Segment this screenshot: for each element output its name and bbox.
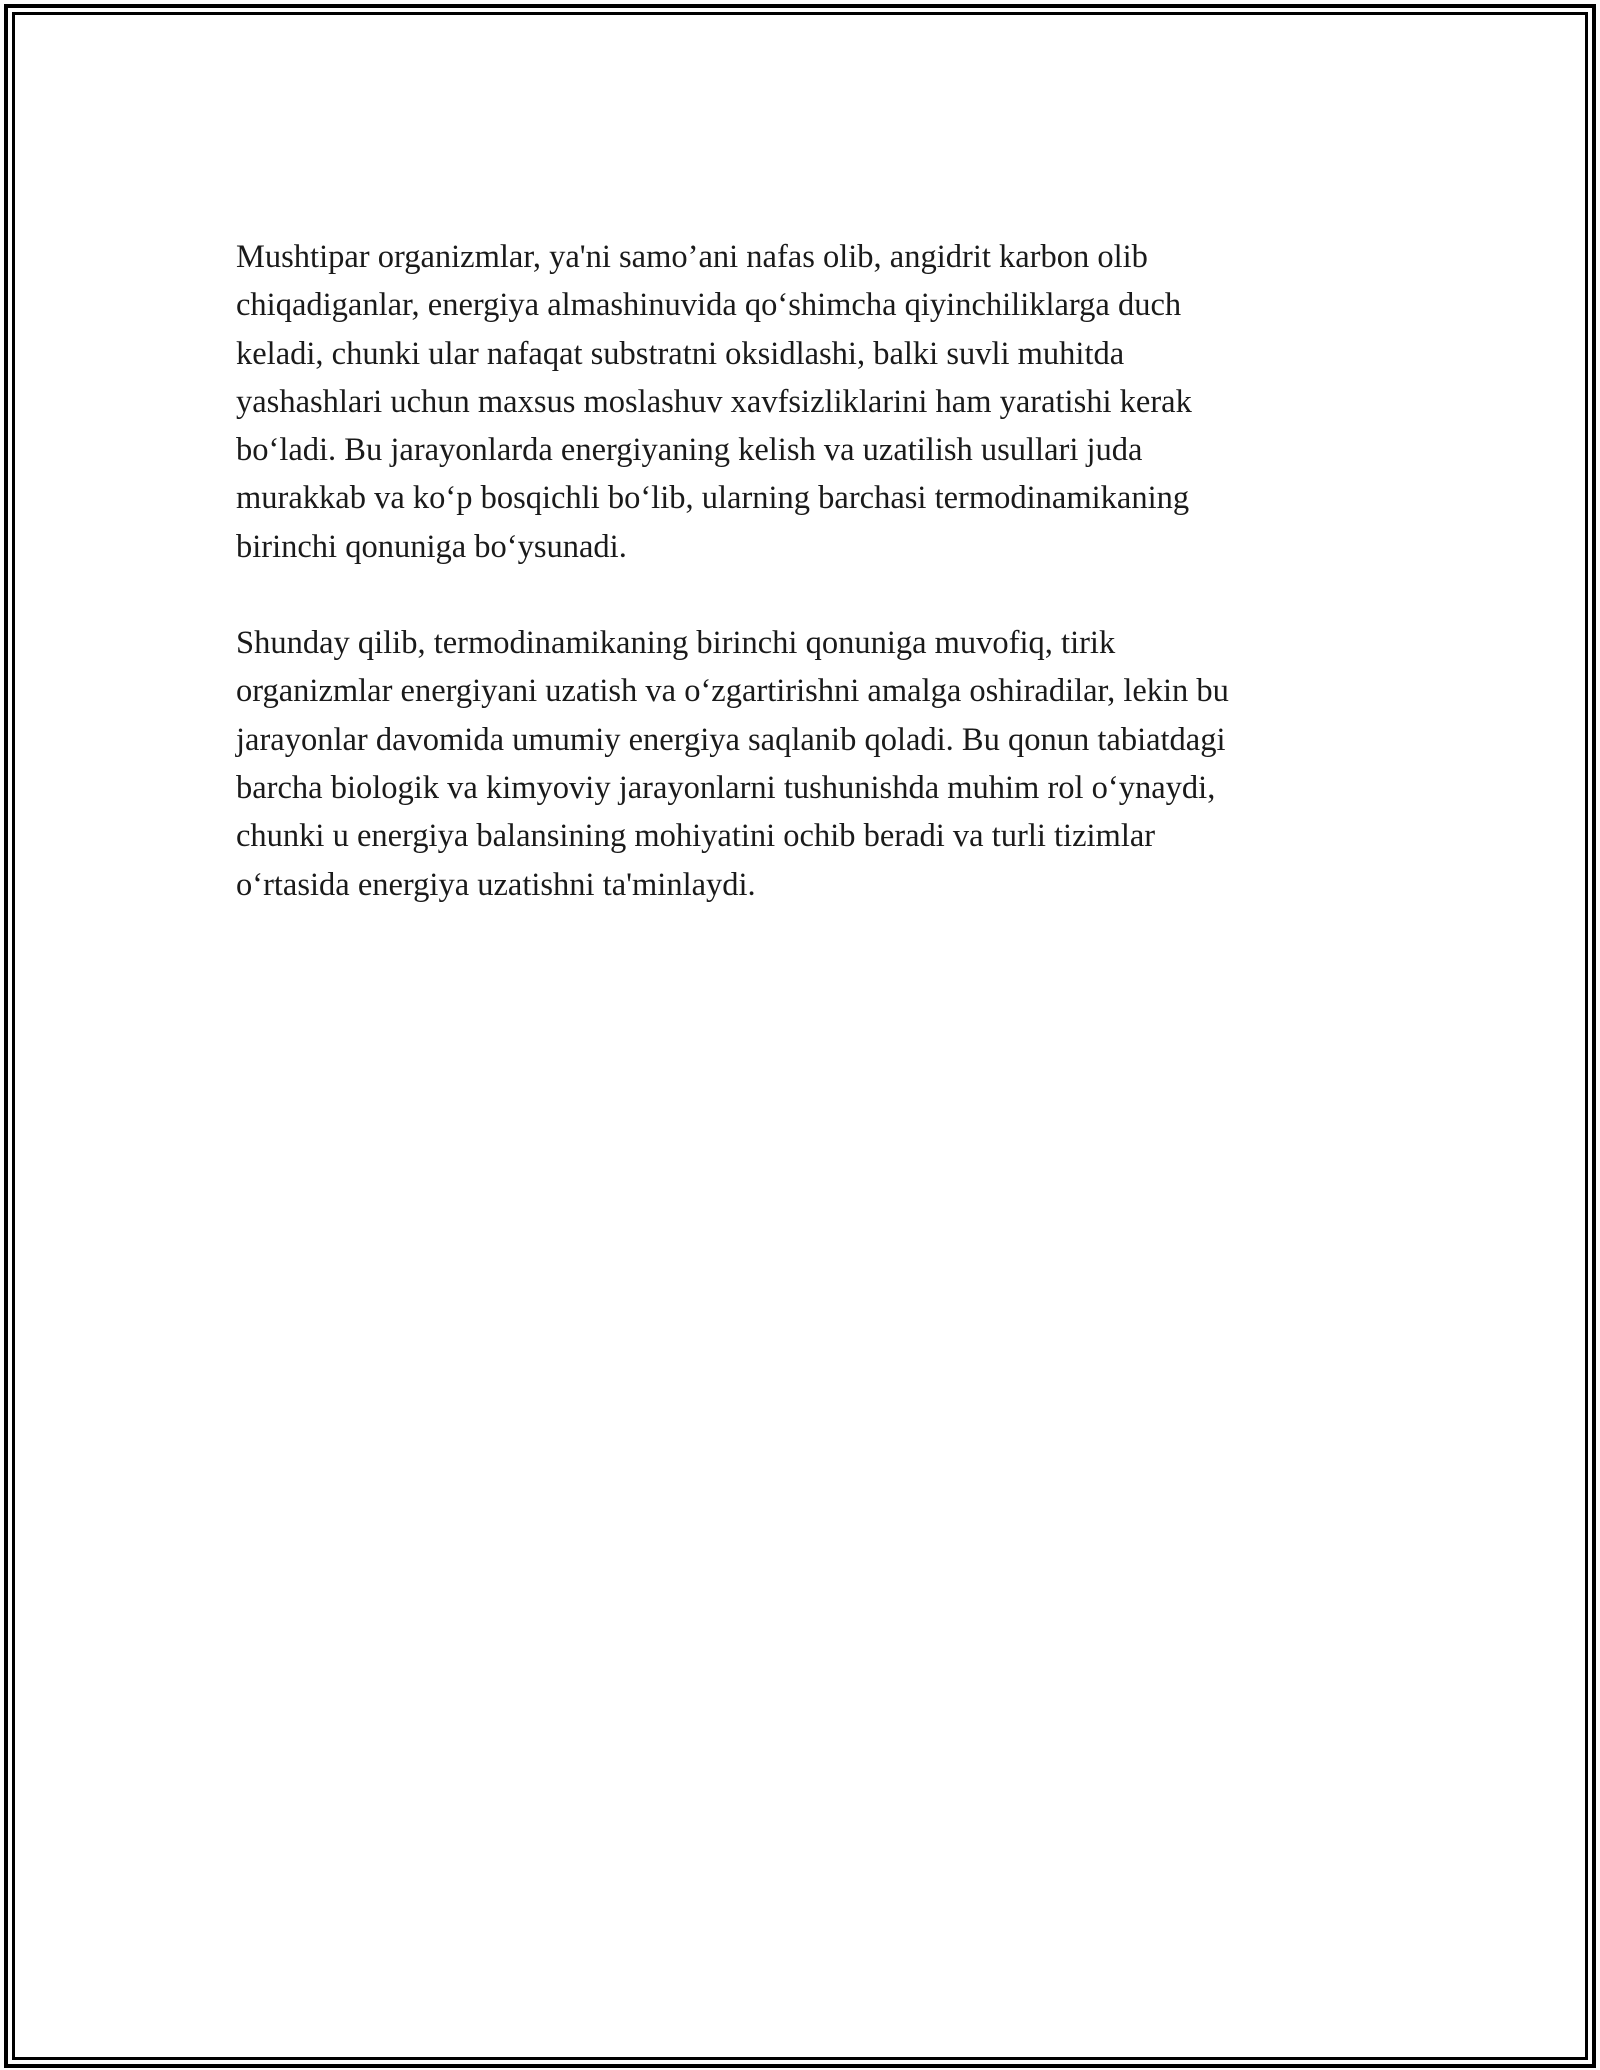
document-body [236, 233, 1366, 909]
text-line: chunki u energiya balansining mohiyatini ochib beradi va turli tizimlar [236, 818, 1156, 855]
text-line: o‘rtasida energiya uzatishni ta'minlaydi. [236, 866, 756, 903]
text-line: barcha biologik va kimyoviy jarayonlarni tushunishda muhim rol o‘ynaydi, [236, 769, 1216, 806]
paragraph-2 [236, 619, 1366, 909]
text-line: keladi, chunki ular nafaqat substratni oksidlashi, balki suvli muhitda [236, 335, 1125, 372]
paragraph-1 [236, 233, 1366, 571]
text-line: jarayonlar davomida umumiy energiya saqlanib qoladi. Bu qonun tabiatdagi [236, 721, 1226, 758]
text-line: murakkab va ko‘p bosqichli bo‘lib, ularning barchasi termodinamikaning [236, 480, 1190, 517]
text-line: organizmlar energiyani uzatish va o‘zgartirishni amalga oshiradilar, lekin bu [236, 673, 1229, 710]
text-line: Mushtipar organizmlar, ya'ni samo’ani nafas olib, angidrit karbon olib [236, 239, 1148, 275]
text-line: Shunday qilib, termodinamikaning birinchi qonuniga muvofiq, tirik [236, 625, 1116, 662]
text-line: chiqadiganlar, energiya almashinuvida qo‘shimcha qiyinchiliklarga duch [236, 287, 1182, 324]
text-line: birinchi qonuniga bo‘ysunadi. [236, 528, 627, 565]
text-line: yashashlari uchun maxsus moslashuv xavfsizliklarini ham yaratishi kerak [236, 383, 1192, 420]
text-line: bo‘ladi. Bu jarayonlarda energiyaning kelish va uzatilish usullari juda [236, 432, 1143, 469]
